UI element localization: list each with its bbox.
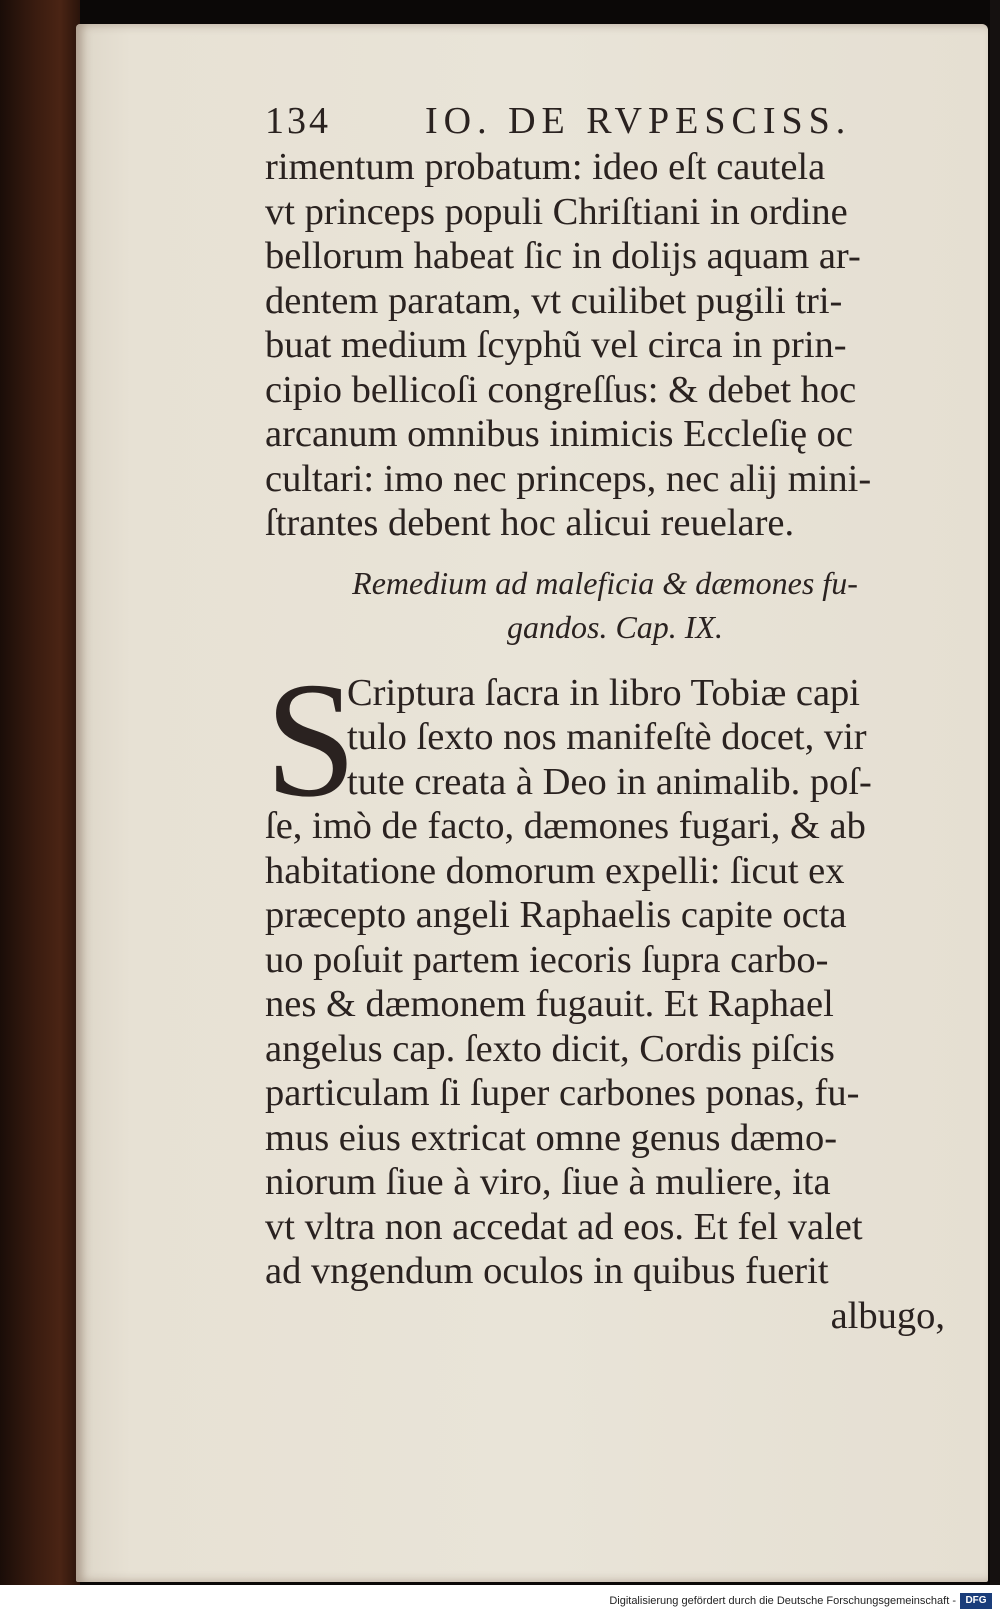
text-line: particulam ſi ſuper carbones ponas, fu-	[265, 1072, 860, 1114]
paragraph-before	[265, 145, 945, 546]
text-line: tute creata à Deo in animalib. poſ-	[347, 760, 872, 803]
text-line: præcepto angeli Raphaelis capite octa	[265, 894, 847, 936]
text-line: ſtrantes debent hoc alicui reuelare.	[265, 502, 795, 544]
text-line: vt vltra non accedat ad eos. Et fel valet	[265, 1205, 863, 1248]
paragraph-after	[265, 804, 945, 1338]
text-line: rimentum probatum: ideo eſt cautela	[265, 146, 826, 188]
dfg-logo: DFG	[960, 1593, 992, 1609]
text-line: arcanum omnibus inimicis Eccleſię oc	[265, 413, 854, 455]
text-line: dentem paratam, vt cuilibet pugili tri-	[265, 279, 843, 322]
text-line: angelus cap. ſexto dicit, Cordis piſcis	[265, 1027, 835, 1070]
drop-initial: S	[265, 647, 357, 831]
text-line: ſe, imò de facto, dæmones fugari, & ab	[265, 805, 866, 847]
chapter-heading-line: Remedium ad maleficia & dæmones fu-	[352, 564, 858, 601]
catchword: albugo,	[830, 1294, 945, 1337]
chapter-heading	[265, 561, 945, 649]
page-header	[265, 95, 945, 145]
text-line: mus eius extricat omne genus dæmo-	[265, 1116, 838, 1159]
text-line: Criptura ſacra in libro Tobiæ capi	[347, 671, 861, 714]
text-line: tulo ſexto nos manifeſtè docet, vir	[347, 716, 867, 758]
text-line: uo poſuit partem iecoris ſupra carbo-	[265, 938, 829, 981]
text-line: cipio bellicoſi congreſſus: & debet hoc	[265, 368, 857, 411]
folio-number: 134	[265, 100, 331, 142]
chapter-heading-line: gandos. Cap. IX.	[507, 608, 723, 645]
text-line: nes & dæmonem fugauit. Et Raphael	[265, 983, 834, 1025]
footer-bar	[0, 1585, 1000, 1620]
text-line: vt princeps populi Chriſtiani in ordine	[265, 190, 848, 233]
page-text	[265, 95, 945, 1338]
text-line: buat medium ſcyphũ vel circa in prin-	[265, 324, 847, 366]
page-edge	[990, 0, 1000, 1585]
text-line: bellorum habeat ſic in dolijs aquam ar-	[265, 235, 861, 277]
text-line: niorum ſiue à viro, ſiue à muliere, ita	[265, 1161, 831, 1203]
book-spine	[0, 0, 80, 1585]
text-line: habitatione domorum expelli: ſicut ex	[265, 849, 845, 892]
text-line: ad vngendum oculos in quibus fuerit	[265, 1250, 829, 1292]
running-title: IO. DE RVPESCISS.	[425, 100, 852, 142]
funding-credit: Digitalisierung gefördert durch die Deutsche Forschungsgemeinschaft -	[609, 1595, 956, 1607]
text-line: cultari: imo nec princeps, nec alij mini-	[265, 457, 872, 500]
